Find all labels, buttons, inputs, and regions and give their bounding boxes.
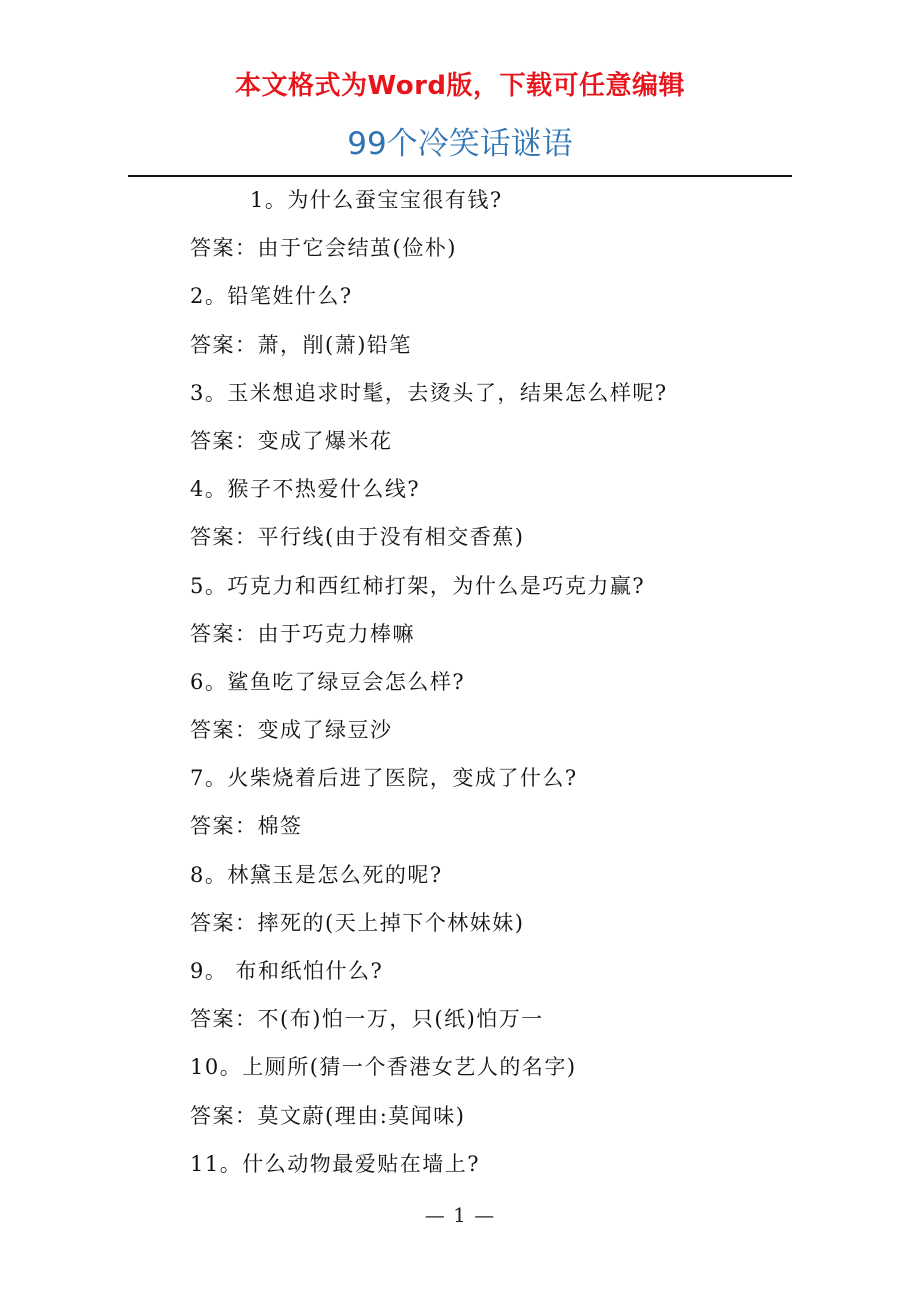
question-line: 7。火柴烧着后进了医院，变成了什么? [190, 766, 578, 791]
answer-line: 答案：由于巧克力棒嘛 [190, 621, 415, 646]
question-line: 4。猴子不热爱什么线? [190, 477, 421, 502]
answer-line: 答案：棉签 [190, 814, 303, 839]
question-line: 1。为什么蚕宝宝很有钱? [250, 188, 503, 212]
question-line: 11。什么动物最爱贴在墙上? [190, 1151, 480, 1176]
answer-line: 答案：平行线(由于没有相交香蕉) [190, 525, 525, 550]
answer-line: 答案：萧，削(萧)铅笔 [190, 332, 412, 357]
download-banner: 本文格式为Word版，下载可任意编辑 [234, 71, 686, 101]
question-line: 5。巧克力和西红柿打架，为什么是巧克力赢? [190, 573, 646, 598]
answer-line: 答案：摔死的(天上掉下个林妹妹) [190, 910, 525, 935]
page-number: — 1 — [424, 1203, 496, 1227]
question-line: 10。上厕所(猜一个香港女艺人的名字) [190, 1055, 577, 1080]
document-title: 99个冷笑话谜语 [347, 126, 573, 162]
question-line: 2。铅笔姓什么? [190, 284, 353, 309]
answer-line: 答案：不(布)怕一万，只(纸)怕万一 [190, 1007, 544, 1032]
answer-line: 答案：变成了绿豆沙 [190, 718, 393, 743]
title-divider [128, 175, 792, 177]
answer-line: 答案：莫文蔚(理由:莫闻味) [190, 1103, 466, 1128]
question-line: 9。 布和纸怕什么? [190, 959, 384, 983]
answer-line: 答案：变成了爆米花 [190, 428, 393, 453]
question-line: 3。玉米想追求时髦，去烫头了，结果怎么样呢? [190, 380, 668, 405]
question-line: 6。鲨鱼吃了绿豆会怎么样? [190, 669, 466, 694]
riddle-list [190, 180, 810, 1192]
question-line: 8。林黛玉是怎么死的呢? [190, 862, 443, 887]
answer-line: 答案：由于它会结茧(俭朴) [190, 236, 457, 261]
